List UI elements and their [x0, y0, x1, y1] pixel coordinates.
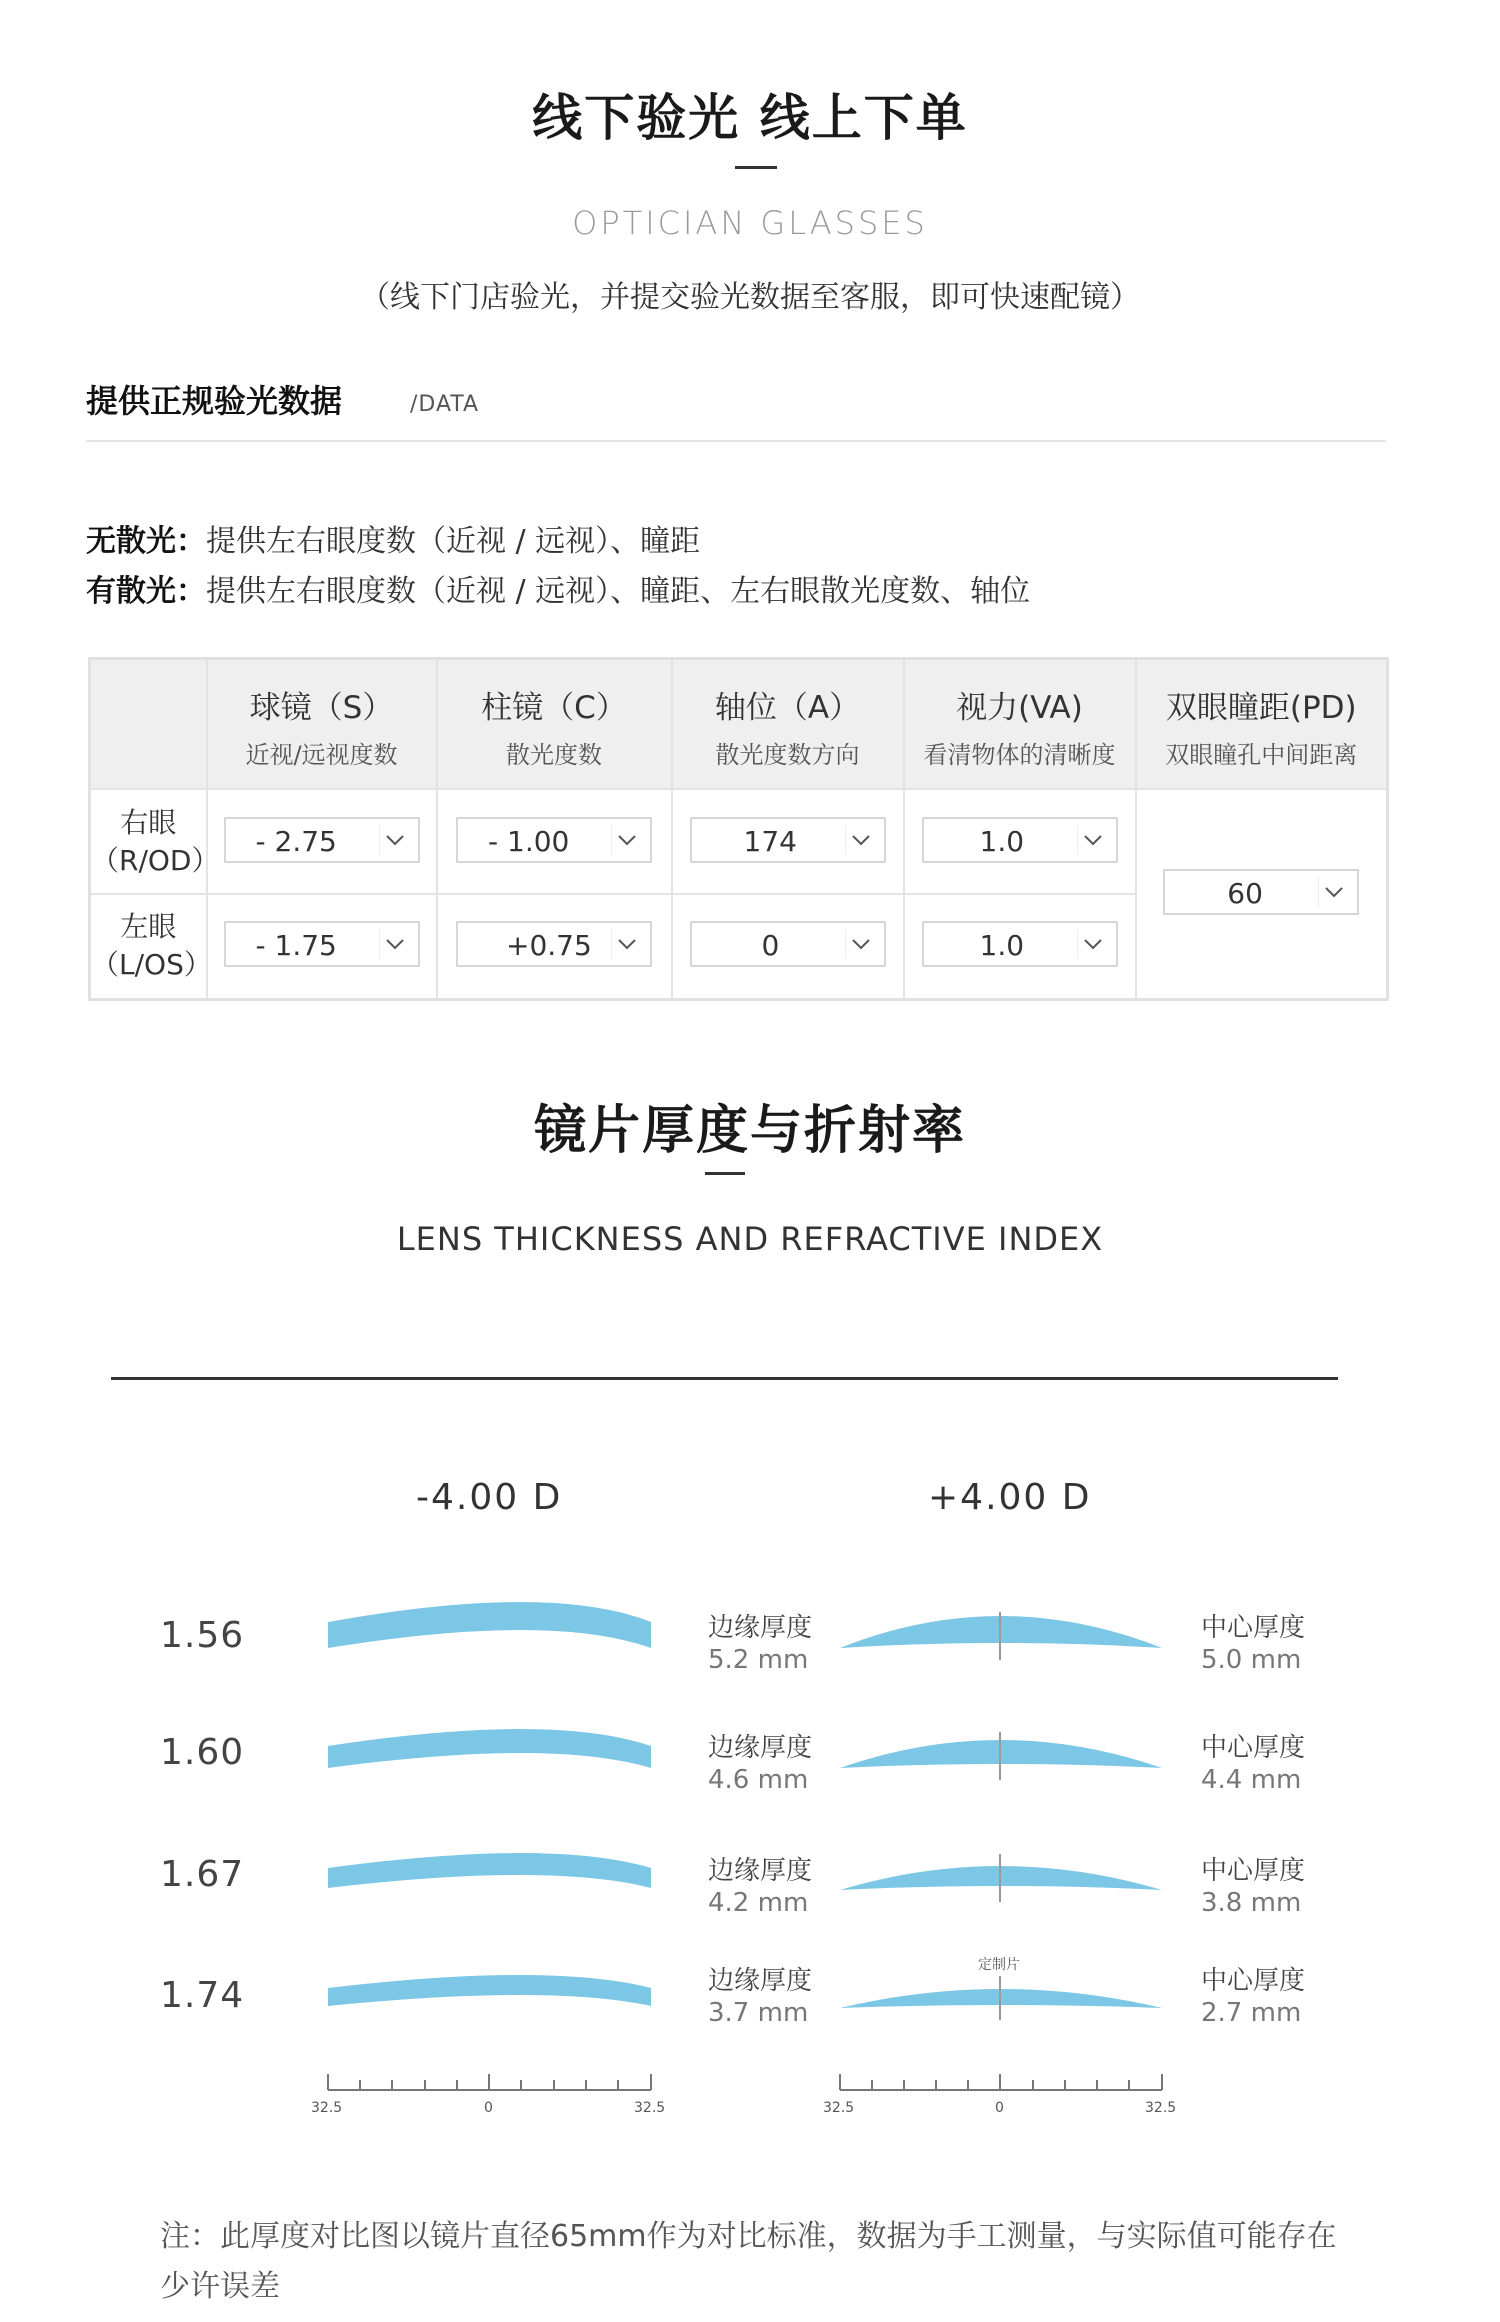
refractive-index: 1.74: [160, 1975, 245, 2016]
center-thickness-label: 中心厚度: [1201, 1733, 1306, 1763]
va-select-right[interactable]: [922, 817, 1118, 863]
scale-right-mid: 0: [995, 2100, 1004, 2116]
chevron-down-icon: [845, 825, 876, 855]
eye-name: 右眼: [120, 805, 177, 839]
eye-name: 左眼: [120, 910, 177, 944]
cell-cylinder: [437, 894, 672, 999]
note-label: 无散光：: [86, 524, 206, 559]
subtitle-cn: （线下门店验光，并提交验光数据至客服，即可快速配镜）: [360, 280, 1140, 315]
row-label: [90, 894, 212, 999]
chevron-down-icon: [379, 825, 410, 855]
axis-select-right[interactable]: [690, 817, 886, 863]
scale-left-mid: 0: [484, 2100, 493, 2116]
cylinder-select-left[interactable]: [456, 921, 652, 967]
note-astigmatism: [86, 566, 1030, 610]
col-title: 双眼瞳距(PD): [1165, 690, 1357, 726]
edge-thickness-label: 边缘厚度: [708, 1613, 813, 1643]
center-thickness-value: 3.8 mm: [1201, 1888, 1302, 1918]
sphere-select-left[interactable]: [224, 921, 420, 967]
cell-axis: [672, 894, 904, 999]
cylinder-select-right[interactable]: [456, 817, 652, 863]
lens-section-title: 镜片厚度与折射率: [533, 1101, 966, 1161]
custom-lens-tag: 定制片: [978, 1957, 1020, 1973]
cell-sphere: [207, 894, 437, 999]
note-no-astigmatism: [86, 516, 700, 560]
cell-cylinder: [437, 789, 672, 894]
lens-section-divider: [111, 1377, 1338, 1380]
table-header-row: [90, 659, 1388, 790]
center-thickness-value: 5.0 mm: [1201, 1645, 1302, 1675]
center-thickness-value: 4.4 mm: [1201, 1765, 1302, 1795]
select-value: 174: [743, 824, 797, 858]
chevron-down-icon: [845, 929, 876, 959]
chevron-down-icon: [1318, 877, 1349, 907]
pd-select[interactable]: [1163, 869, 1359, 915]
minus-lens-1.56: [328, 1602, 651, 1648]
table-corner: [90, 659, 207, 790]
col-desc: 看清物体的清晰度: [923, 741, 1116, 769]
note-text: 提供左右眼度数（近视 / 远视）、瞳距: [206, 524, 701, 559]
edge-thickness-label: 边缘厚度: [708, 1856, 813, 1886]
col-sphere: [207, 659, 437, 790]
center-thickness-label: 中心厚度: [1201, 1966, 1306, 1996]
chevron-down-icon: [1077, 825, 1108, 855]
section-heading: 提供正规验光数据: [86, 382, 343, 420]
title-divider: [735, 166, 777, 169]
va-select-left[interactable]: [922, 921, 1118, 967]
select-value: 1.0: [979, 929, 1025, 963]
chevron-down-icon: [1077, 929, 1108, 959]
scale-left-max: 32.5: [634, 2100, 666, 2116]
eye-code: （L/OS）: [91, 948, 212, 982]
cell-va: [904, 789, 1136, 894]
center-thickness-label: 中心厚度: [1201, 1856, 1306, 1886]
select-value: 60: [1227, 876, 1263, 910]
note-text: 提供左右眼度数（近视 / 远视）、瞳距、左右眼散光度数、轴位: [206, 574, 1031, 609]
cell-axis: [672, 789, 904, 894]
refractive-index: 1.56: [160, 1615, 245, 1656]
col-pd: [1136, 659, 1388, 790]
cell-sphere: [207, 789, 437, 894]
cell-va: [904, 894, 1136, 999]
axis-select-left[interactable]: [690, 921, 886, 967]
note-label: 有散光：: [86, 574, 206, 609]
center-thickness-label: 中心厚度: [1201, 1613, 1306, 1643]
col-va: [904, 659, 1136, 790]
col-desc: 近视/远视度数: [245, 741, 398, 769]
col-desc: 散光度数方向: [715, 741, 860, 769]
prescription-table: [88, 657, 1389, 1001]
col-axis: [672, 659, 904, 790]
edge-thickness-value: 4.6 mm: [708, 1765, 809, 1795]
edge-thickness-label: 边缘厚度: [708, 1966, 813, 1996]
col-cylinder: [437, 659, 672, 790]
col-desc: 双眼瞳孔中间距离: [1165, 741, 1358, 769]
edge-thickness-value: 4.2 mm: [708, 1888, 809, 1918]
row-label: [90, 789, 220, 894]
ruler-right: [840, 2074, 1162, 2090]
select-value: +0.75: [506, 929, 592, 963]
edge-thickness-value: 3.7 mm: [708, 1998, 809, 2028]
col-title: 柱镜（C）: [481, 690, 627, 726]
chevron-down-icon: [379, 929, 410, 959]
col-title: 视力(VA): [956, 690, 1083, 726]
edge-thickness-label: 边缘厚度: [708, 1733, 813, 1763]
select-value: 1.0: [979, 824, 1025, 858]
minus-power-label: -4.00 D: [416, 1477, 563, 1518]
page-title: 线下验光 线上下单: [532, 89, 968, 147]
section-tag: /DATA: [410, 392, 480, 417]
scale-right-max: 32.5: [1145, 2100, 1177, 2116]
select-value: - 1.75: [255, 929, 337, 963]
col-title: 球镜（S）: [249, 690, 394, 726]
refractive-index: 1.67: [160, 1854, 245, 1895]
footnote: 注：此厚度对比图以镜片直径65mm作为对比标准，数据为手工测量，与实际值可能存在少许误差: [160, 2219, 1337, 2304]
eye-code: （R/OD）: [91, 843, 220, 877]
select-value: 0: [761, 929, 780, 963]
lens-diagram: [0, 1590, 1500, 2150]
select-value: - 2.75: [255, 824, 337, 858]
refractive-index: 1.60: [160, 1732, 245, 1773]
scale-right-min: 32.5: [823, 2100, 855, 2116]
chevron-down-icon: [611, 929, 642, 959]
subtitle-en: OPTICIAN GLASSES: [572, 204, 928, 242]
minus-lens-1.60: [328, 1729, 651, 1768]
lens-section-subtitle: LENS THICKNESS AND REFRACTIVE INDEX: [396, 1220, 1104, 1258]
title-divider: [705, 1172, 745, 1175]
col-desc: 散光度数: [506, 741, 602, 769]
plus-power-label: +4.00 D: [928, 1477, 1092, 1518]
center-thickness-value: 2.7 mm: [1201, 1998, 1302, 2028]
chevron-down-icon: [611, 825, 642, 855]
minus-lens-1.74: [328, 1975, 651, 2006]
scale-left-min: 32.5: [311, 2100, 343, 2116]
cell-pd: [1136, 789, 1388, 999]
select-value: - 1.00: [488, 824, 570, 858]
sphere-select-right[interactable]: [224, 817, 420, 863]
row-right-eye: [90, 789, 1388, 894]
edge-thickness-value: 5.2 mm: [708, 1645, 809, 1675]
minus-lens-1.67: [328, 1853, 651, 1888]
ruler-left: [328, 2074, 651, 2090]
section-divider: [86, 440, 1386, 442]
col-title: 轴位（A）: [714, 690, 861, 726]
